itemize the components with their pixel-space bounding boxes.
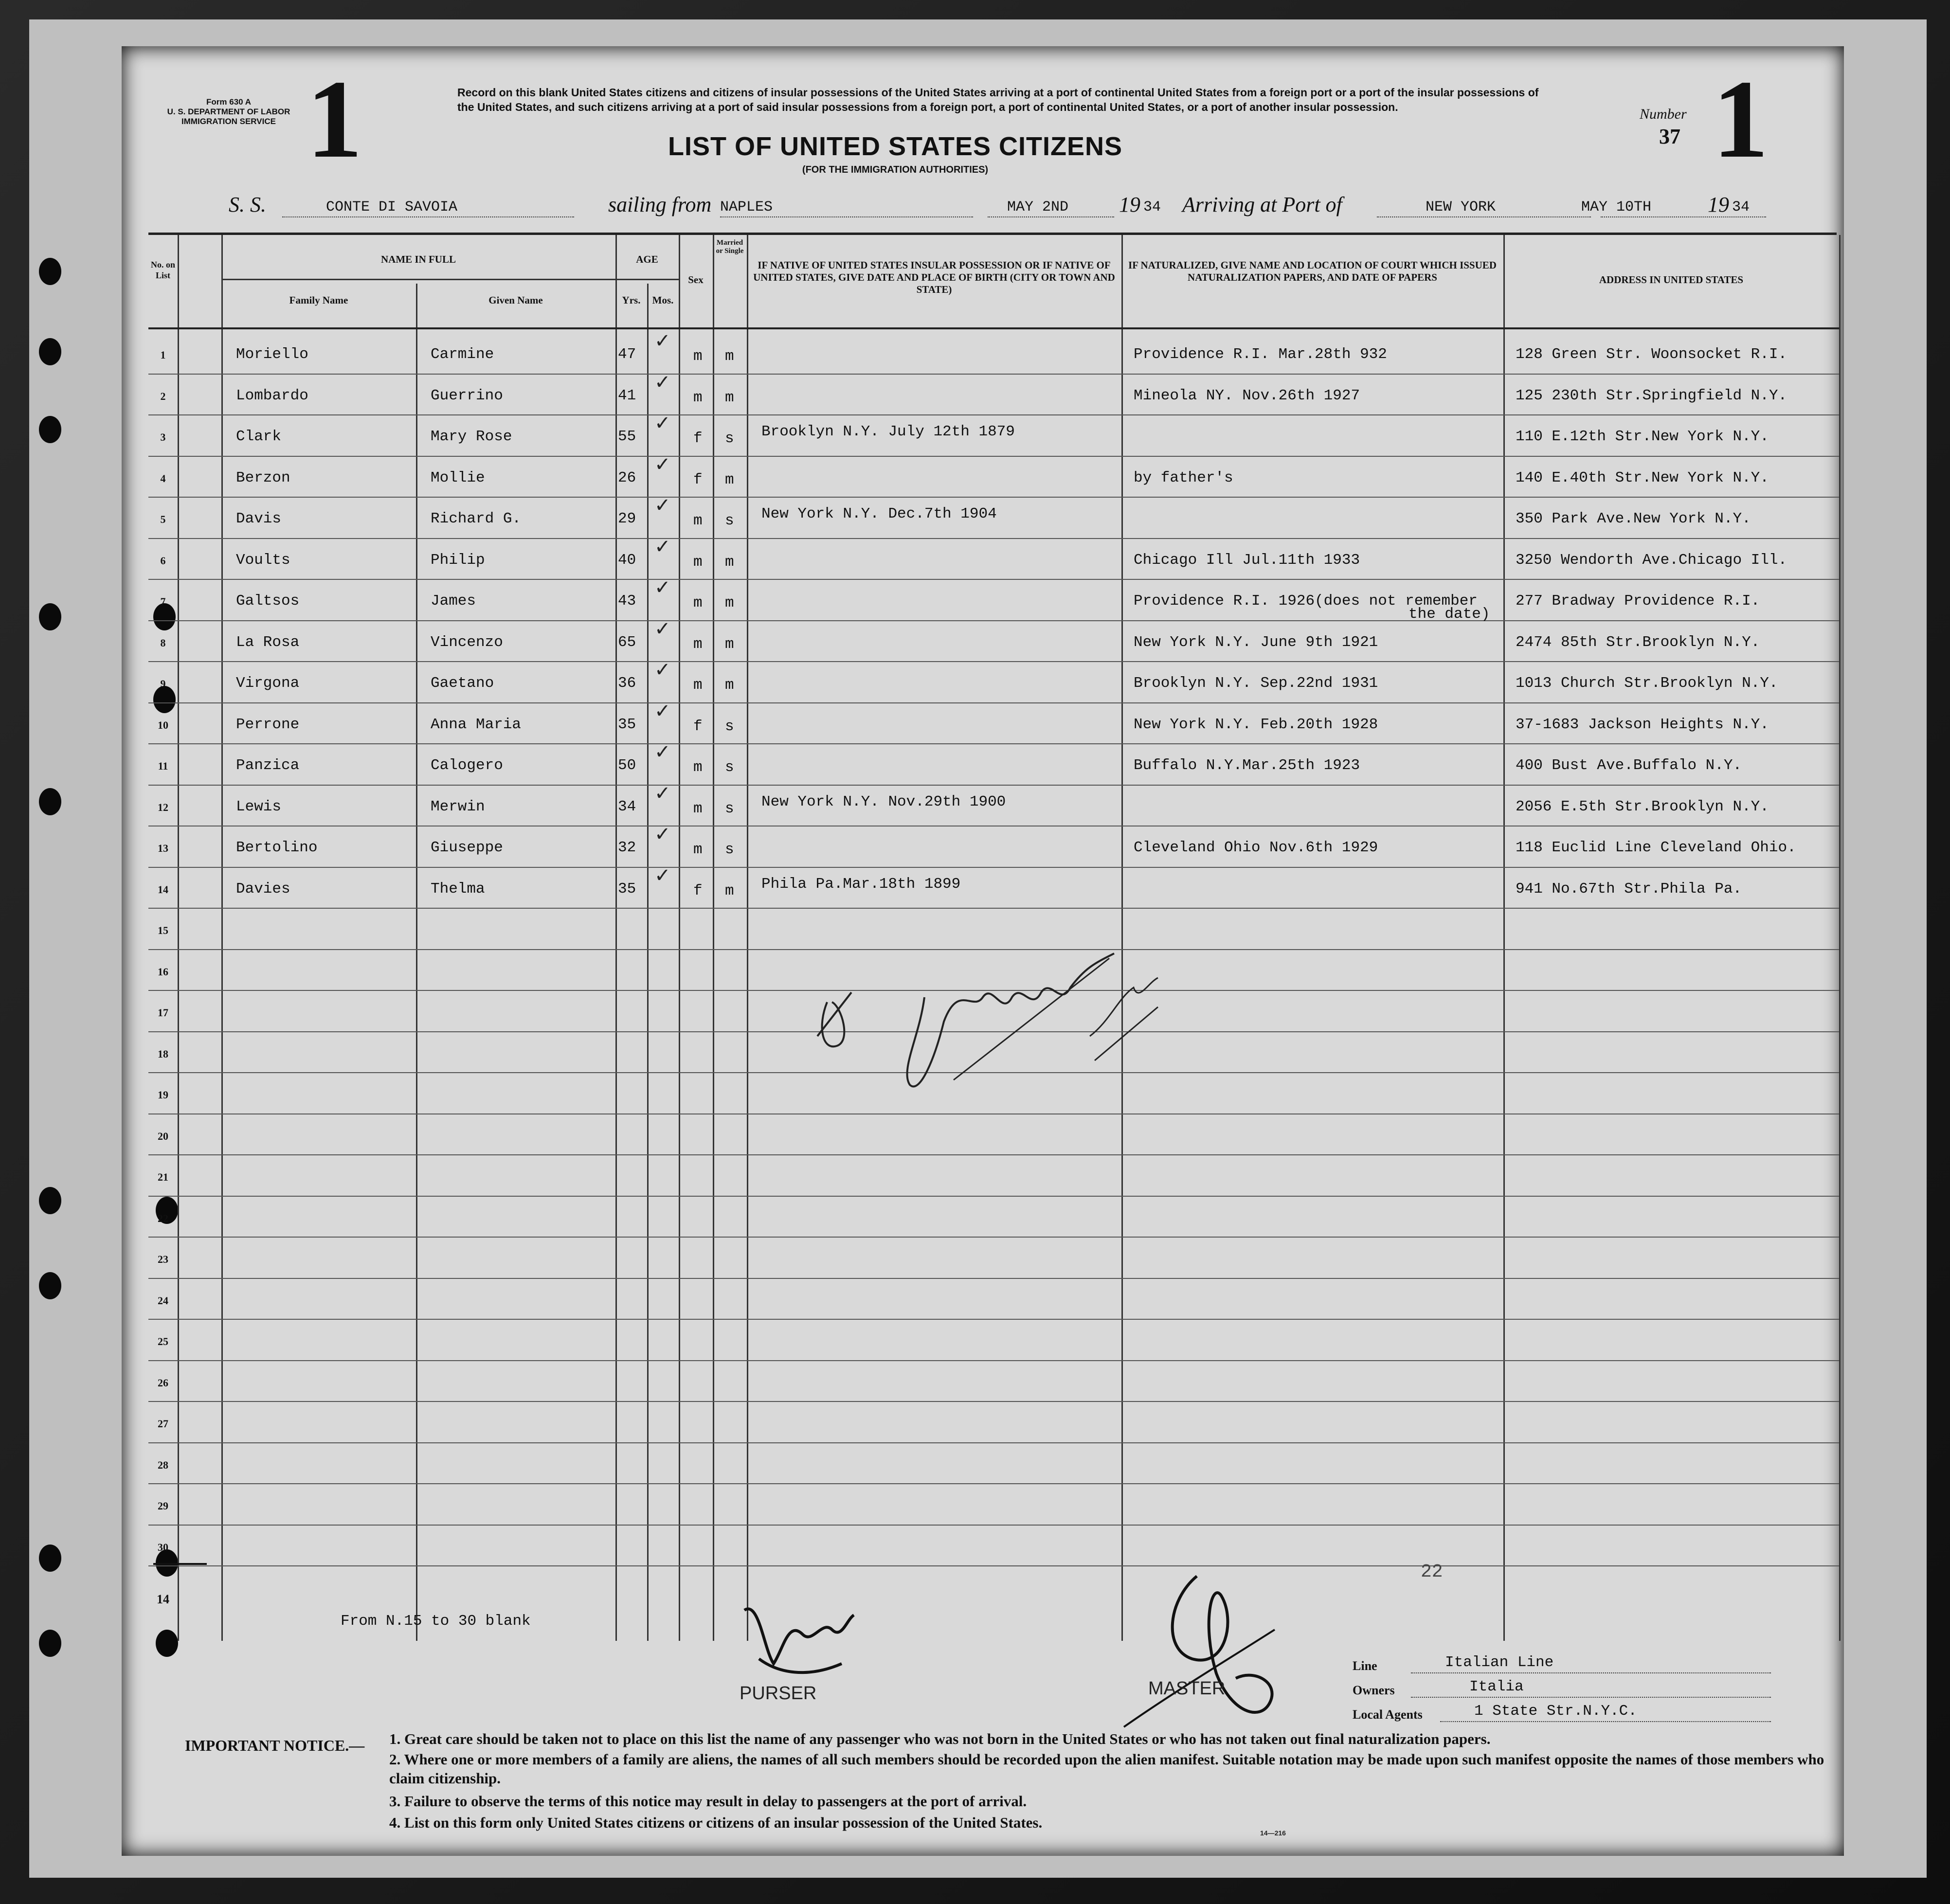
given-name: Guerrino — [431, 387, 503, 404]
row-number: 12 — [158, 801, 168, 813]
blank-rows-note: From N.15 to 30 blank — [341, 1613, 531, 1630]
header-address: ADDRESS IN UNITED STATES — [1599, 274, 1744, 286]
row-number: 16 — [158, 965, 168, 978]
row-number: 19 — [158, 1089, 168, 1101]
family-name: Panzica — [236, 757, 300, 774]
age-years: 35 — [618, 716, 636, 733]
header-native-birth: IF NATIVE OF UNITED STATES INSULAR POSSESSION OR IF NATIVE OF UNITED STATES, GIVE DATE AND PLACE OF BIRTH (CITY OR TOWN AND STATE) — [753, 259, 1115, 295]
header-family-name: Family Name — [289, 294, 348, 306]
row-number: 4 — [160, 472, 166, 485]
row-number: 2 — [160, 390, 166, 402]
line-label: Line — [1353, 1659, 1377, 1673]
header-yrs: Yrs. — [622, 294, 641, 306]
row-number: 26 — [158, 1376, 168, 1389]
sex: f — [693, 471, 703, 488]
master-label: MASTER — [1148, 1678, 1226, 1699]
birth-place-date: New York N.Y. Nov.29th 1900 — [761, 793, 1006, 810]
row-number: 24 — [158, 1294, 168, 1307]
owners-block — [1353, 1654, 1771, 1727]
ss-label: S. S. — [229, 193, 266, 216]
binder-hole — [39, 1545, 61, 1572]
given-name: Anna Maria — [431, 716, 522, 733]
record-note: Record on this blank United States citizens and citizens of insular possessions of the United States arriving at a port of continental United States from a foreign port or a port of the insular possessions of the United States, and such citizens arriving at a port of said insular possessions from a foreign port, a port of continental United States, or a port of another insular possession. — [457, 86, 1539, 113]
age-check-mark: ✓ — [654, 453, 671, 476]
inspector-signature — [798, 924, 1168, 1143]
family-name: Davies — [236, 880, 290, 898]
age-check-mark: ✓ — [654, 741, 671, 763]
department: U. S. DEPARTMENT OF LABOR — [167, 107, 290, 116]
marital-status: m — [725, 635, 734, 653]
sex: f — [693, 718, 703, 735]
from-port: NAPLES — [720, 199, 773, 216]
row-number: 17 — [158, 1006, 168, 1019]
row-number: 1 — [160, 349, 166, 361]
binder-hole — [39, 416, 61, 443]
family-name: Moriello — [236, 346, 308, 363]
marital-status: m — [725, 471, 734, 488]
age-check-mark: ✓ — [654, 330, 671, 352]
header-no: No. on List — [150, 260, 175, 280]
us-address: 941 No.67th Str.Phila Pa. — [1516, 880, 1742, 898]
arrival-date: MAY 10TH — [1581, 199, 1652, 216]
sex: m — [693, 512, 703, 529]
naturalization-court: Providence R.I. Mar.28th 932 — [1134, 346, 1387, 363]
age-check-mark: ✓ — [654, 864, 671, 887]
naturalization-court: by father's — [1134, 469, 1233, 486]
age-years: 65 — [618, 633, 636, 651]
sex: f — [693, 430, 703, 447]
given-name: Carmine — [431, 346, 494, 363]
binder-hole — [39, 338, 61, 365]
given-name: Merwin — [431, 798, 485, 815]
binder-hole — [39, 788, 61, 815]
header-mos: Mos. — [652, 294, 674, 306]
us-address: 1013 Church Str.Brooklyn N.Y. — [1516, 675, 1778, 692]
given-name: Gaetano — [431, 675, 494, 692]
age-check-mark: ✓ — [654, 494, 671, 517]
row-number: 5 — [160, 513, 166, 525]
marital-status: s — [725, 841, 734, 858]
header-sex: Sex — [688, 274, 704, 286]
family-name: Davis — [236, 510, 282, 527]
birth-place-date: Phila Pa.Mar.18th 1899 — [761, 875, 961, 893]
marital-status: s — [725, 800, 734, 817]
age-years: 32 — [618, 839, 636, 856]
stamp-number: 22 — [1421, 1562, 1443, 1582]
age-years: 43 — [618, 593, 636, 610]
row-number: 27 — [158, 1418, 168, 1430]
family-name: Perrone — [236, 716, 300, 733]
notice-item-4: 4. List on this form only United States citizens or citizens of an insular possession of the United States. — [389, 1814, 1043, 1831]
total-mark: 14 — [157, 1592, 169, 1606]
age-years: 35 — [618, 880, 636, 898]
owners-label: Owners — [1353, 1683, 1395, 1697]
purser-label: PURSER — [740, 1683, 817, 1704]
arrival-year-prefix: 19 — [1708, 193, 1729, 216]
local-agents-value: 1 State Str.N.Y.C. — [1474, 1703, 1637, 1720]
marital-status: m — [725, 389, 734, 406]
number-label: Number — [1640, 106, 1687, 122]
sex: m — [693, 553, 703, 571]
form-meta — [165, 97, 292, 126]
age-check-mark: ✓ — [654, 535, 671, 558]
row-number: 10 — [158, 718, 168, 731]
voyage-line — [229, 192, 1824, 226]
family-name: Bertolino — [236, 839, 318, 856]
row-number: 8 — [160, 636, 166, 649]
age-check-mark: ✓ — [654, 576, 671, 599]
notice-item-3: 3. Failure to observe the terms of this notice may result in delay to passengers at the port of arrival. — [389, 1793, 1027, 1810]
us-address: 2474 85th Str.Brooklyn N.Y. — [1516, 633, 1760, 651]
number-value: 37 — [1659, 125, 1680, 148]
naturalization-court: New York N.Y. Feb.20th 1928 — [1134, 716, 1378, 733]
notice-item-2: 2. Where one or more members of a family are aliens, the names of all such members should be recorded upon the alien manifest. Suitable notation may be made upon such manifest opposite the names of those members who claim citizenship. — [389, 1751, 1824, 1787]
form-code: 14—216 — [1260, 1829, 1286, 1837]
page-subtitle: (FOR THE IMMIGRATION AUTHORITIES) — [802, 164, 989, 175]
birth-place-date: Brooklyn N.Y. July 12th 1879 — [761, 423, 1015, 440]
row-number: 23 — [158, 1253, 168, 1265]
arrival-port: NEW YORK — [1426, 199, 1496, 216]
row-number: 7 — [160, 595, 166, 608]
age-check-mark: ✓ — [654, 412, 671, 434]
given-name: Philip — [431, 551, 485, 569]
age-years: 41 — [618, 387, 636, 404]
us-address: 128 Green Str. Woonsocket R.I. — [1516, 346, 1788, 363]
binder-hole — [39, 1630, 61, 1657]
age-check-mark: ✓ — [654, 700, 671, 722]
row-number: 15 — [158, 924, 168, 936]
naturalization-court: Buffalo N.Y.Mar.25th 1923 — [1134, 757, 1360, 774]
header-given-name: Given Name — [488, 294, 543, 306]
ship-name: CONTE DI SAVOIA — [326, 199, 458, 216]
local-agents-label: Local Agents — [1353, 1707, 1423, 1722]
binder-hole — [39, 1187, 61, 1214]
row-number: 29 — [158, 1500, 168, 1512]
sheet-mark-right: 1 — [1713, 57, 1769, 181]
header-age: AGE — [636, 253, 658, 265]
us-address: 400 Bust Ave.Buffalo N.Y. — [1516, 757, 1742, 774]
depart-year-prefix: 19 — [1119, 193, 1140, 216]
marital-status: m — [725, 553, 734, 571]
us-address: 3250 Wendorth Ave.Chicago Ill. — [1516, 551, 1788, 569]
row-number: 14 — [158, 883, 168, 896]
sex: m — [693, 594, 703, 611]
age-years: 47 — [618, 346, 636, 363]
row-number: 9 — [160, 678, 166, 690]
given-name: Calogero — [431, 757, 503, 774]
row-number: 25 — [158, 1335, 168, 1347]
owners-value: Italia — [1469, 1678, 1524, 1695]
given-name: Giuseppe — [431, 839, 503, 856]
row-number: 21 — [158, 1171, 168, 1183]
naturalization-court: New York N.Y. June 9th 1921 — [1134, 633, 1378, 651]
family-name: Lombardo — [236, 387, 308, 404]
us-address: 125 230th Str.Springfield N.Y. — [1516, 387, 1788, 404]
master-signature — [1114, 1566, 1289, 1742]
us-address: 2056 E.5th Str.Brooklyn N.Y. — [1516, 798, 1769, 815]
us-address: 118 Euclid Line Cleveland Ohio. — [1516, 839, 1796, 856]
marital-status: s — [725, 759, 734, 776]
header-married-or-single: Married or Single — [716, 239, 744, 255]
family-name: Virgona — [236, 675, 300, 692]
sex: m — [693, 759, 703, 776]
age-years: 29 — [618, 510, 636, 527]
row-number: 18 — [158, 1047, 168, 1060]
row-number: 13 — [158, 842, 168, 854]
age-years: 26 — [618, 469, 636, 486]
sex: m — [693, 677, 703, 694]
service: IMMIGRATION SERVICE — [181, 117, 276, 126]
naturalization-court: Providence R.I. 1926(does not remember — [1134, 593, 1478, 610]
arrival-year: 34 — [1732, 199, 1750, 216]
naturalization-court: Chicago Ill Jul.11th 1933 — [1134, 551, 1360, 569]
age-check-mark: ✓ — [654, 617, 671, 640]
marital-status: m — [725, 882, 734, 899]
binder-hole — [39, 603, 61, 630]
marital-status: s — [725, 430, 734, 447]
age-check-mark: ✓ — [654, 371, 671, 394]
age-years: 50 — [618, 757, 636, 774]
given-name: James — [431, 593, 476, 610]
given-name: Thelma — [431, 880, 485, 898]
given-name: Mollie — [431, 469, 485, 486]
age-years: 36 — [618, 675, 636, 692]
sex: m — [693, 800, 703, 817]
naturalization-court-continued: the date) — [1408, 606, 1490, 623]
marital-status: m — [725, 677, 734, 694]
age-check-mark: ✓ — [654, 659, 671, 681]
arriving-label: Arriving at Port of — [1182, 193, 1342, 216]
binder-hole — [39, 258, 61, 285]
us-address: 110 E.12th Str.New York N.Y. — [1516, 428, 1769, 445]
family-name: Voults — [236, 551, 290, 569]
sex: m — [693, 348, 703, 365]
age-years: 34 — [618, 798, 636, 815]
family-name: Lewis — [236, 798, 282, 815]
header-naturalized: IF NATURALIZED, GIVE NAME AND LOCATION OF COURT WHICH ISSUED NATURALIZATION PAPERS, AND DATE OF PAPERS — [1128, 259, 1497, 283]
binder-hole — [39, 1272, 61, 1299]
age-years: 40 — [618, 551, 636, 569]
given-name: Richard G. — [431, 510, 522, 527]
naturalization-court: Brooklyn N.Y. Sep.22nd 1931 — [1134, 675, 1378, 692]
age-check-mark: ✓ — [654, 823, 671, 845]
birth-place-date: New York N.Y. Dec.7th 1904 — [761, 505, 997, 522]
us-address: 350 Park Ave.New York N.Y. — [1516, 510, 1751, 527]
sailing-label: sailing from — [608, 193, 712, 216]
sex: f — [693, 882, 703, 899]
row-number: 20 — [158, 1130, 168, 1142]
form-number: Form 630 A — [206, 97, 251, 107]
sheet-mark-left: 1 — [307, 57, 362, 181]
naturalization-court: Cleveland Ohio Nov.6th 1929 — [1134, 839, 1378, 856]
given-name: Vincenzo — [431, 633, 503, 651]
family-name: Berzon — [236, 469, 290, 486]
depart-date: MAY 2ND — [1007, 199, 1069, 216]
marital-status: m — [725, 348, 734, 365]
given-name: Mary Rose — [431, 428, 512, 445]
notice-item-1: 1. Great care should be taken not to place on this list the name of any passenger who was not born in the United States or who has not taken out final naturalization papers. — [389, 1730, 1491, 1747]
us-address: 37-1683 Jackson Heights N.Y. — [1516, 716, 1769, 733]
sex: m — [693, 635, 703, 653]
us-address: 140 E.40th Str.New York N.Y. — [1516, 469, 1769, 486]
header-name-in-full: NAME IN FULL — [380, 253, 456, 265]
row-number: 28 — [158, 1458, 168, 1471]
sex: m — [693, 841, 703, 858]
row-number: 3 — [160, 431, 166, 443]
page-title: LIST OF UNITED STATES CITIZENS — [668, 132, 1122, 161]
row-number: 30 — [158, 1541, 168, 1553]
row-number: 6 — [160, 554, 166, 567]
age-check-mark: ✓ — [654, 782, 671, 805]
family-name: Clark — [236, 428, 282, 445]
row-number: 22 — [158, 1212, 168, 1224]
sex: m — [693, 389, 703, 406]
marital-status: m — [725, 594, 734, 611]
family-name: Galtsos — [236, 593, 300, 610]
line-value: Italian Line — [1445, 1654, 1554, 1671]
row-number: 11 — [158, 760, 168, 772]
age-years: 55 — [618, 428, 636, 445]
family-name: La Rosa — [236, 633, 300, 651]
notice-heading: IMPORTANT NOTICE.— — [185, 1737, 365, 1754]
depart-year: 34 — [1143, 199, 1161, 216]
marital-status: s — [725, 718, 734, 735]
naturalization-court: Mineola NY. Nov.26th 1927 — [1134, 387, 1360, 404]
us-address: 277 Bradway Providence R.I. — [1516, 593, 1760, 610]
marital-status: s — [725, 512, 734, 529]
